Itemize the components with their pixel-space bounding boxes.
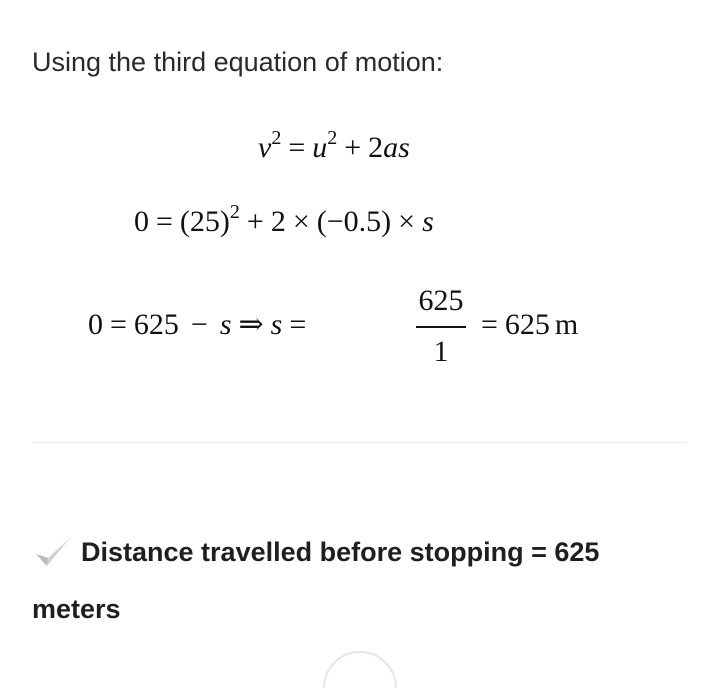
answer-text-continued: meters bbox=[32, 594, 121, 624]
implies-arrow: ⇒ bbox=[238, 308, 264, 341]
solution-right bbox=[474, 307, 578, 343]
check-mark-icon bbox=[33, 532, 73, 572]
coefficient: 2 bbox=[270, 205, 286, 238]
plus-sign: + bbox=[246, 205, 264, 238]
equals-sign: = bbox=[288, 131, 306, 164]
section-divider bbox=[32, 442, 686, 443]
equation-substitution bbox=[134, 201, 434, 240]
exponent: 2 bbox=[327, 127, 338, 149]
symbol-a: a bbox=[383, 131, 399, 164]
fraction-denominator: 1 bbox=[433, 335, 449, 368]
acceleration: (−0.5) bbox=[316, 205, 392, 238]
times-sign: × bbox=[398, 205, 416, 238]
symbol-s: s bbox=[422, 205, 434, 238]
scroll-handle-icon[interactable] bbox=[322, 650, 398, 690]
exponent: 2 bbox=[271, 127, 282, 149]
zero: 0 bbox=[134, 205, 149, 238]
symbol-s: s bbox=[398, 131, 410, 164]
symbol-s: s bbox=[270, 308, 283, 341]
minus-sign: − bbox=[190, 308, 208, 341]
equals-sign: = bbox=[110, 308, 127, 341]
symbol-u: u bbox=[312, 131, 328, 164]
equals-sign: = bbox=[481, 308, 498, 341]
equals-sign: = bbox=[289, 308, 307, 341]
value: 625 bbox=[133, 308, 179, 341]
symbol-s: s bbox=[219, 308, 232, 341]
exponent: 2 bbox=[229, 201, 240, 223]
plus-sign: + bbox=[344, 131, 362, 164]
symbol-v: v bbox=[258, 131, 272, 164]
times-sign: × bbox=[292, 205, 310, 238]
zero: 0 bbox=[88, 308, 103, 341]
initial-velocity: (25) bbox=[179, 205, 230, 238]
result-unit: m bbox=[554, 308, 579, 341]
intro-text: Using the third equation of motion: bbox=[32, 47, 444, 77]
fraction-bar bbox=[416, 326, 466, 328]
coefficient: 2 bbox=[368, 131, 384, 164]
fraction-numerator: 625 bbox=[418, 284, 464, 317]
equation-third-motion bbox=[258, 127, 410, 166]
answer-text: Distance travelled before stopping = 625 bbox=[81, 537, 600, 567]
fraction bbox=[412, 283, 470, 373]
equals-sign: = bbox=[156, 205, 173, 238]
result-value: 625 bbox=[504, 308, 550, 341]
solution-left bbox=[88, 307, 313, 343]
